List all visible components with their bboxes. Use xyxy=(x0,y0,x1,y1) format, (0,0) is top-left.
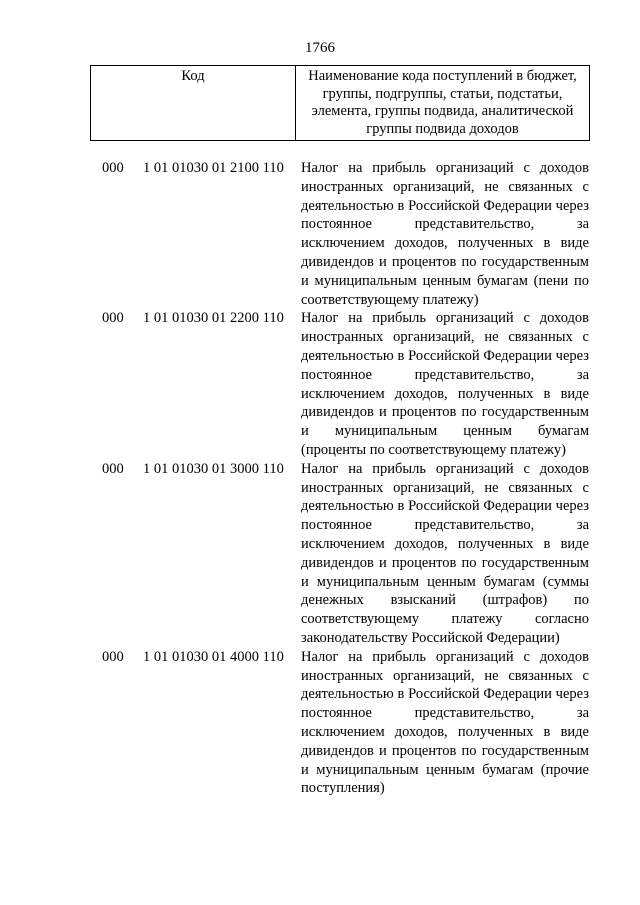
table-row xyxy=(0,309,640,459)
admin-code: 000 xyxy=(102,160,124,176)
page-number: 1766 xyxy=(305,40,335,56)
admin-code: 000 xyxy=(102,460,124,477)
revenue-code: 1 01 01030 01 3000 110 xyxy=(143,460,284,477)
entries-list xyxy=(0,159,640,798)
table-row xyxy=(0,648,640,798)
revenue-name: Налог на прибыль организаций с доходов иностранных организаций, не связанных с деятельностью в Российской Федерации через постоянное представительство, за исключением доходов, полученных в виде дивидендов и процентов по государственным и муниципальным ценным бумагам (пени по соответствующему платежу) xyxy=(301,160,589,308)
revenue-name: Налог на прибыль организаций с доходов иностранных организаций, не связанных с деятельностью в Российской Федерации через постоянное представительство, за исключением доходов, полученных в виде дивидендов и процентов по государственным и муниципальным ценным бумагам (прочие поступления) xyxy=(301,648,589,797)
table-header xyxy=(90,65,590,141)
admin-code: 000 xyxy=(102,310,124,327)
revenue-code: 1 01 01030 01 4000 110 xyxy=(143,648,284,665)
revenue-code: 1 01 01030 01 2200 110 xyxy=(143,310,284,327)
revenue-name: Налог на прибыль организаций с доходов иностранных организаций, не связанных с деятельностью в Российской Федерации через постоянное представительство, за исключением доходов, полученных в виде дивидендов и процентов по государственным и муниципальным ценным бумагам (суммы денежных взысканий (штрафов) по соответствующему платежу согласно законодательству Российской Федерации) xyxy=(301,460,589,646)
admin-code: 000 xyxy=(102,648,124,665)
revenue-name: Налог на прибыль организаций с доходов иностранных организаций, не связанных с деятельностью в Российской Федерации через постоянное представительство, за исключением доходов, полученных в виде дивидендов и процентов по государственным и муниципальным ценным бумагам (проценты по соответствующему платежу) xyxy=(301,310,589,458)
table-row xyxy=(0,460,640,648)
header-code-column: Код xyxy=(91,66,296,140)
revenue-code: 1 01 01030 01 2100 110 xyxy=(143,160,284,176)
table-row xyxy=(0,159,640,309)
header-name-column: Наименование кода поступлений в бюджет, группы, подгруппы, статьи, подстатьи, элемента, группы подвида, аналитической группы подвида доходов xyxy=(308,68,577,137)
